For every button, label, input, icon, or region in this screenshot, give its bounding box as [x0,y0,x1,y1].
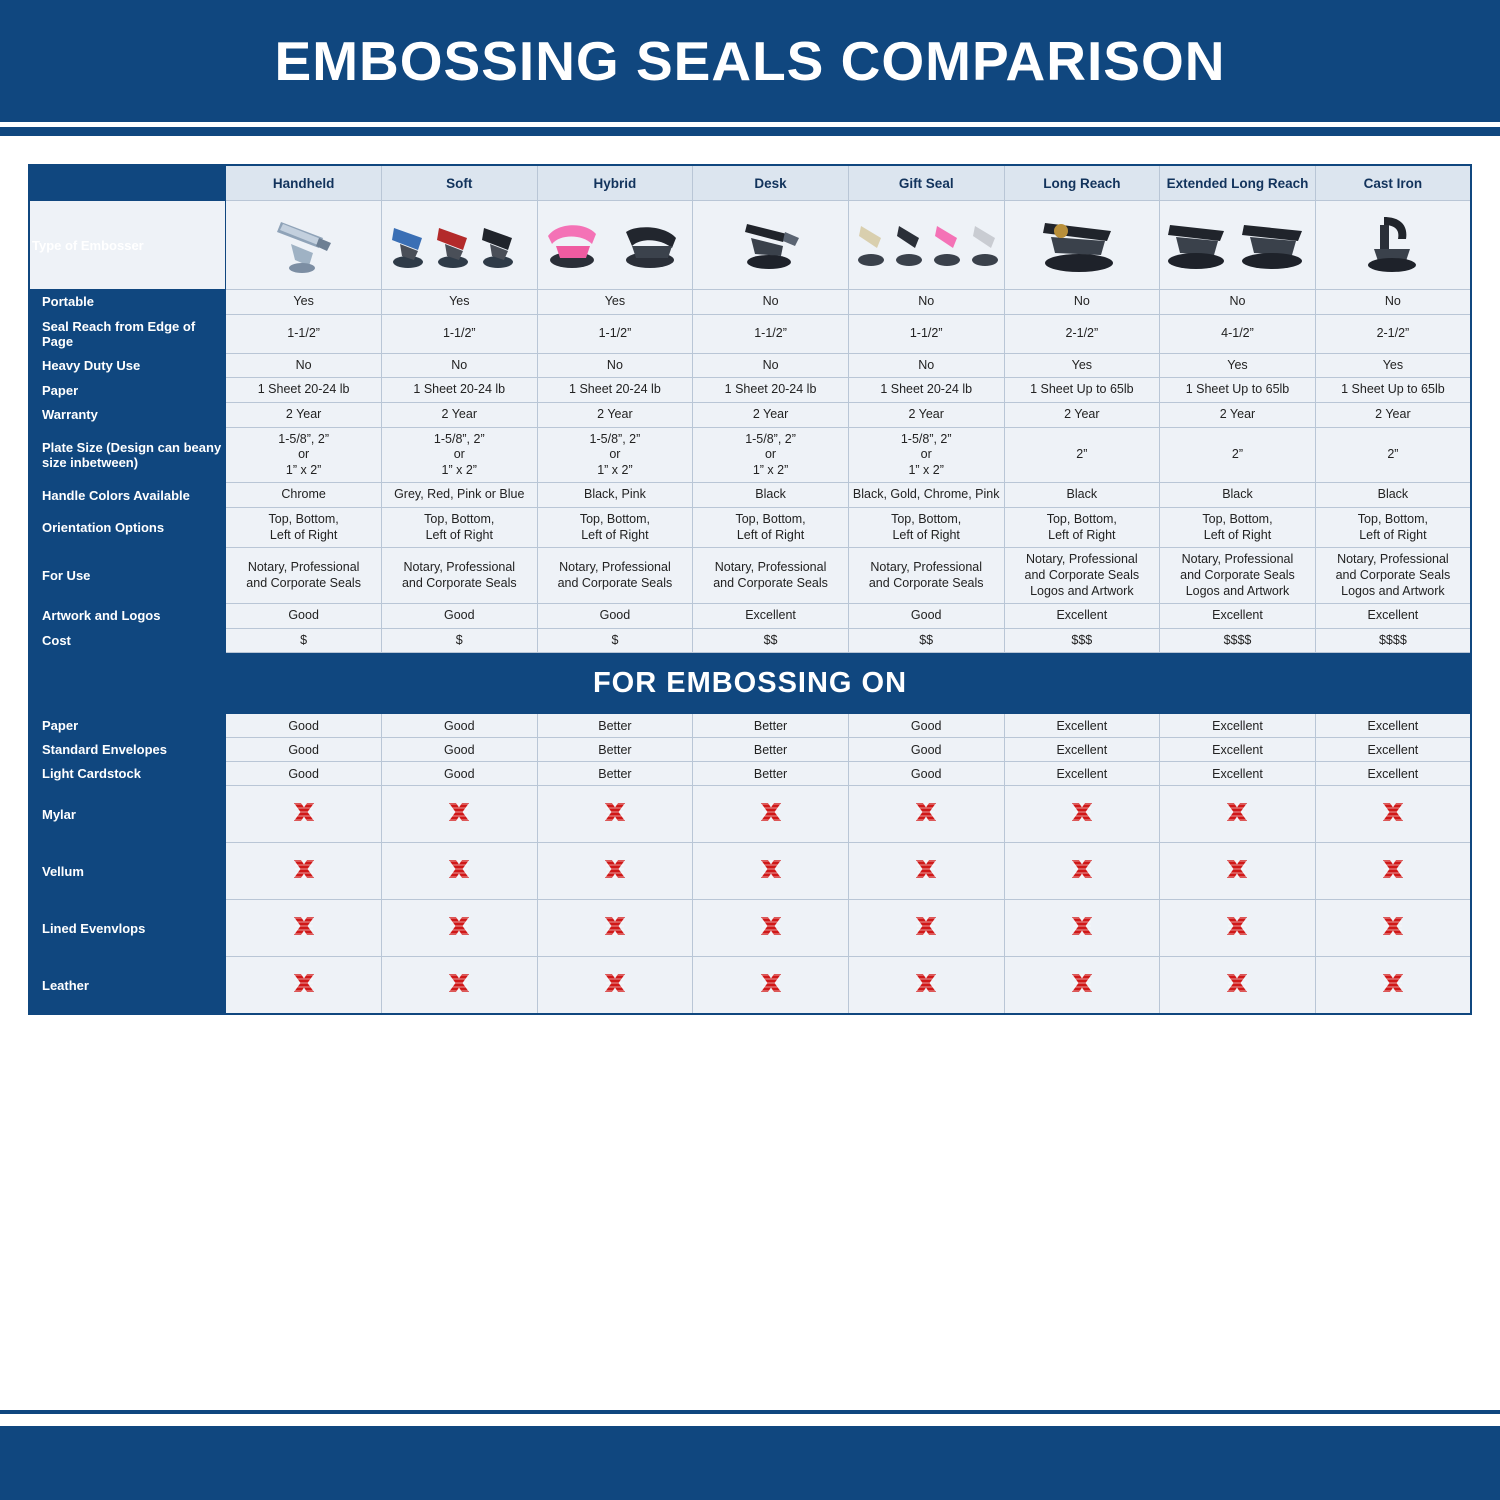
cell-mylar-cast-iron [1315,786,1471,843]
cell-portable-hybrid: Yes [537,290,693,315]
cell-paper-soft: Good [381,714,537,738]
cell-standard-envelopes-desk: Better [693,738,849,762]
cell-warranty-long-reach: 2 Year [1004,402,1160,427]
cell-artwork-and-logos-hybrid: Good [537,604,693,629]
row-label-type-of-embosser: Type of Embosser [29,201,226,290]
cell-leather-handheld [226,957,382,1015]
page-title: EMBOSSING SEALS COMPARISON [274,30,1226,92]
x-mark-icon [446,914,472,940]
cell-orientation-options-desk: Top, Bottom, Left of Right [693,508,849,548]
cell-heavy-duty-use-desk: No [693,353,849,378]
cell-heavy-duty-use-handheld: No [226,353,382,378]
table-row [29,957,1471,1015]
table-row [29,290,1471,315]
x-mark-icon [602,800,628,826]
cell-standard-envelopes-hybrid: Better [537,738,693,762]
cell-orientation-options-handheld: Top, Bottom, Left of Right [226,508,382,548]
cell-heavy-duty-use-long-reach: Yes [1004,353,1160,378]
x-mark-icon [1224,800,1250,826]
row-label-lined-evenvlops: Lined Evenvlops [29,900,226,957]
section-banner-row [29,653,1471,714]
cell-orientation-options-hybrid: Top, Bottom, Left of Right [537,508,693,548]
cell-seal-reach-from-edge-of-page-cast-iron: 2-1/2” [1315,314,1471,353]
page-footer [0,1410,1500,1500]
cell-warranty-handheld: 2 Year [226,402,382,427]
desk-embosser-image [693,201,849,290]
cell-cost-soft: $ [381,628,537,653]
row-label-light-cardstock: Light Cardstock [29,762,226,786]
cell-heavy-duty-use-cast-iron: Yes [1315,353,1471,378]
cell-vellum-soft [381,843,537,900]
row-label-cost: Cost [29,628,226,653]
column-header-cast-iron: Cast Iron [1315,165,1471,201]
cell-light-cardstock-long-reach: Excellent [1004,762,1160,786]
cell-standard-envelopes-handheld: Good [226,738,382,762]
gift-seal-embosser-image [848,201,1004,290]
cell-lined-evenvlops-gift-seal [848,900,1004,957]
cell-portable-cast-iron: No [1315,290,1471,315]
cell-lined-evenvlops-long-reach [1004,900,1160,957]
table-row [29,314,1471,353]
cell-for-use-hybrid: Notary, Professional and Corporate Seals [537,548,693,604]
x-mark-icon [602,857,628,883]
column-header-soft: Soft [381,165,537,201]
x-mark-icon [291,914,317,940]
cell-seal-reach-from-edge-of-page-desk: 1-1/2” [693,314,849,353]
extended-long-reach-embosser-image [1160,201,1316,290]
cell-vellum-gift-seal [848,843,1004,900]
cell-handle-colors-available-cast-iron: Black [1315,483,1471,508]
cell-for-use-soft: Notary, Professional and Corporate Seals [381,548,537,604]
handheld-embosser-image [226,201,382,290]
cell-leather-cast-iron [1315,957,1471,1015]
cell-lined-evenvlops-desk [693,900,849,957]
cell-light-cardstock-desk: Better [693,762,849,786]
cell-light-cardstock-hybrid: Better [537,762,693,786]
row-label-portable: Portable [29,290,226,315]
cell-light-cardstock-cast-iron: Excellent [1315,762,1471,786]
table-row [29,548,1471,604]
cell-mylar-gift-seal [848,786,1004,843]
cell-paper-hybrid: 1 Sheet 20-24 lb [537,378,693,403]
cell-standard-envelopes-soft: Good [381,738,537,762]
cell-handle-colors-available-soft: Grey, Red, Pink or Blue [381,483,537,508]
cell-paper-soft: 1 Sheet 20-24 lb [381,378,537,403]
cell-vellum-extended-long-reach [1160,843,1316,900]
cell-cost-cast-iron: $$$$ [1315,628,1471,653]
column-header-extended-long-reach: Extended Long Reach [1160,165,1316,201]
cell-warranty-extended-long-reach: 2 Year [1160,402,1316,427]
table-row [29,353,1471,378]
cell-lined-evenvlops-soft [381,900,537,957]
x-mark-icon [291,800,317,826]
cell-vellum-cast-iron [1315,843,1471,900]
cell-mylar-hybrid [537,786,693,843]
cell-leather-gift-seal [848,957,1004,1015]
cell-paper-handheld: 1 Sheet 20-24 lb [226,378,382,403]
x-mark-icon [291,857,317,883]
cell-portable-soft: Yes [381,290,537,315]
cell-for-use-handheld: Notary, Professional and Corporate Seals [226,548,382,604]
cell-leather-desk [693,957,849,1015]
cell-cost-handheld: $ [226,628,382,653]
table-corner-cell [29,165,226,201]
cell-portable-gift-seal: No [848,290,1004,315]
table-row [29,427,1471,483]
cell-standard-envelopes-extended-long-reach: Excellent [1160,738,1316,762]
cell-paper-extended-long-reach: Excellent [1160,714,1316,738]
cell-seal-reach-from-edge-of-page-soft: 1-1/2” [381,314,537,353]
table-row [29,508,1471,548]
x-mark-icon [1224,914,1250,940]
cell-mylar-soft [381,786,537,843]
row-label-paper: Paper [29,714,226,738]
cell-for-use-extended-long-reach: Notary, Professional and Corporate Seals Logos and Artwork [1160,548,1316,604]
cell-plate-size-design-can-beany-size-inbetween-cast-iron: 2” [1315,427,1471,483]
table-header-row [29,165,1471,201]
cell-mylar-handheld [226,786,382,843]
cell-plate-size-design-can-beany-size-inbetween-long-reach: 2” [1004,427,1160,483]
cell-artwork-and-logos-soft: Good [381,604,537,629]
footer-gap [0,1414,1500,1426]
x-mark-icon [446,971,472,997]
cell-portable-extended-long-reach: No [1160,290,1316,315]
cell-warranty-cast-iron: 2 Year [1315,402,1471,427]
cell-orientation-options-soft: Top, Bottom, Left of Right [381,508,537,548]
cell-artwork-and-logos-desk: Excellent [693,604,849,629]
cell-light-cardstock-handheld: Good [226,762,382,786]
row-label-handle-colors-available: Handle Colors Available [29,483,226,508]
cell-vellum-handheld [226,843,382,900]
cell-lined-evenvlops-extended-long-reach [1160,900,1316,957]
cell-vellum-long-reach [1004,843,1160,900]
cell-paper-gift-seal: 1 Sheet 20-24 lb [848,378,1004,403]
table-row [29,738,1471,762]
x-mark-icon [446,857,472,883]
cell-paper-hybrid: Better [537,714,693,738]
cell-paper-long-reach: Excellent [1004,714,1160,738]
hybrid-embosser-image [537,201,693,290]
cell-paper-long-reach: 1 Sheet Up to 65lb [1004,378,1160,403]
row-label-mylar: Mylar [29,786,226,843]
cell-seal-reach-from-edge-of-page-gift-seal: 1-1/2” [848,314,1004,353]
cell-leather-soft [381,957,537,1015]
cell-paper-cast-iron: Excellent [1315,714,1471,738]
cell-lined-evenvlops-handheld [226,900,382,957]
cell-light-cardstock-gift-seal: Good [848,762,1004,786]
row-label-vellum: Vellum [29,843,226,900]
cell-seal-reach-from-edge-of-page-long-reach: 2-1/2” [1004,314,1160,353]
cell-seal-reach-from-edge-of-page-hybrid: 1-1/2” [537,314,693,353]
cell-plate-size-design-can-beany-size-inbetween-handheld: 1-5/8”, 2” or 1” x 2” [226,427,382,483]
cell-handle-colors-available-hybrid: Black, Pink [537,483,693,508]
cell-heavy-duty-use-soft: No [381,353,537,378]
cell-warranty-gift-seal: 2 Year [848,402,1004,427]
column-header-handheld: Handheld [226,165,382,201]
table-row [29,786,1471,843]
cell-orientation-options-cast-iron: Top, Bottom, Left of Right [1315,508,1471,548]
cell-mylar-long-reach [1004,786,1160,843]
x-mark-icon [758,971,784,997]
x-mark-icon [1380,800,1406,826]
table-row [29,378,1471,403]
x-mark-icon [446,800,472,826]
cell-leather-extended-long-reach [1160,957,1316,1015]
cell-for-use-cast-iron: Notary, Professional and Corporate Seals Logos and Artwork [1315,548,1471,604]
row-label-for-use: For Use [29,548,226,604]
cell-heavy-duty-use-hybrid: No [537,353,693,378]
cell-heavy-duty-use-extended-long-reach: Yes [1160,353,1316,378]
row-label-warranty: Warranty [29,402,226,427]
cell-warranty-desk: 2 Year [693,402,849,427]
cell-mylar-desk [693,786,849,843]
cell-cost-gift-seal: $$ [848,628,1004,653]
row-label-paper: Paper [29,378,226,403]
cell-vellum-desk [693,843,849,900]
x-mark-icon [1069,800,1095,826]
cell-standard-envelopes-gift-seal: Good [848,738,1004,762]
cell-artwork-and-logos-handheld: Good [226,604,382,629]
table-row [29,762,1471,786]
row-label-seal-reach-from-edge-of-page: Seal Reach from Edge of Page [29,314,226,353]
cell-leather-long-reach [1004,957,1160,1015]
x-mark-icon [913,914,939,940]
x-mark-icon [1224,857,1250,883]
footer-bar [0,1426,1500,1500]
cell-cost-long-reach: $$$ [1004,628,1160,653]
cell-paper-desk: Better [693,714,849,738]
cell-plate-size-design-can-beany-size-inbetween-desk: 1-5/8”, 2” or 1” x 2” [693,427,849,483]
table-row [29,201,1471,290]
row-label-standard-envelopes: Standard Envelopes [29,738,226,762]
cell-for-use-gift-seal: Notary, Professional and Corporate Seals [848,548,1004,604]
x-mark-icon [602,971,628,997]
cell-cost-hybrid: $ [537,628,693,653]
cell-plate-size-design-can-beany-size-inbetween-hybrid: 1-5/8”, 2” or 1” x 2” [537,427,693,483]
cell-plate-size-design-can-beany-size-inbetween-soft: 1-5/8”, 2” or 1” x 2” [381,427,537,483]
x-mark-icon [913,800,939,826]
cell-cost-extended-long-reach: $$$$ [1160,628,1316,653]
cast-iron-embosser-image [1315,201,1471,290]
column-header-desk: Desk [693,165,849,201]
cell-warranty-hybrid: 2 Year [537,402,693,427]
long-reach-embosser-image [1004,201,1160,290]
cell-plate-size-design-can-beany-size-inbetween-extended-long-reach: 2” [1160,427,1316,483]
cell-lined-evenvlops-hybrid [537,900,693,957]
row-label-orientation-options: Orientation Options [29,508,226,548]
cell-paper-gift-seal: Good [848,714,1004,738]
cell-plate-size-design-can-beany-size-inbetween-gift-seal: 1-5/8”, 2” or 1” x 2” [848,427,1004,483]
column-header-long-reach: Long Reach [1004,165,1160,201]
cell-paper-extended-long-reach: 1 Sheet Up to 65lb [1160,378,1316,403]
table-row [29,604,1471,629]
cell-handle-colors-available-extended-long-reach: Black [1160,483,1316,508]
cell-artwork-and-logos-long-reach: Excellent [1004,604,1160,629]
comparison-table-area [0,136,1500,1015]
x-mark-icon [758,914,784,940]
cell-light-cardstock-soft: Good [381,762,537,786]
embossing-seals-comparison-table [28,164,1472,1015]
table-row [29,714,1471,738]
column-header-gift-seal: Gift Seal [848,165,1004,201]
cell-handle-colors-available-desk: Black [693,483,849,508]
cell-vellum-hybrid [537,843,693,900]
cell-seal-reach-from-edge-of-page-handheld: 1-1/2” [226,314,382,353]
cell-leather-hybrid [537,957,693,1015]
cell-handle-colors-available-long-reach: Black [1004,483,1160,508]
cell-artwork-and-logos-cast-iron: Excellent [1315,604,1471,629]
row-label-artwork-and-logos: Artwork and Logos [29,604,226,629]
row-label-heavy-duty-use: Heavy Duty Use [29,353,226,378]
x-mark-icon [1069,914,1095,940]
cell-portable-handheld: Yes [226,290,382,315]
cell-mylar-extended-long-reach [1160,786,1316,843]
cell-handle-colors-available-gift-seal: Black, Gold, Chrome, Pink [848,483,1004,508]
row-label-plate-size-design-can-beany-size-inbetween: Plate Size (Design can beany size inbetween) [29,427,226,483]
table-row [29,402,1471,427]
cell-orientation-options-gift-seal: Top, Bottom, Left of Right [848,508,1004,548]
x-mark-icon [913,857,939,883]
cell-orientation-options-long-reach: Top, Bottom, Left of Right [1004,508,1160,548]
x-mark-icon [1224,971,1250,997]
cell-cost-desk: $$ [693,628,849,653]
x-mark-icon [1380,857,1406,883]
header-accent-strip [0,127,1500,136]
cell-standard-envelopes-cast-iron: Excellent [1315,738,1471,762]
cell-lined-evenvlops-cast-iron [1315,900,1471,957]
x-mark-icon [291,971,317,997]
soft-embosser-image [381,201,537,290]
cell-warranty-soft: 2 Year [381,402,537,427]
section-banner-for-embossing-on: FOR EMBOSSING ON [29,653,1471,714]
cell-paper-cast-iron: 1 Sheet Up to 65lb [1315,378,1471,403]
cell-paper-desk: 1 Sheet 20-24 lb [693,378,849,403]
cell-artwork-and-logos-gift-seal: Good [848,604,1004,629]
cell-handle-colors-available-handheld: Chrome [226,483,382,508]
x-mark-icon [1069,857,1095,883]
row-label-leather: Leather [29,957,226,1015]
cell-orientation-options-extended-long-reach: Top, Bottom, Left of Right [1160,508,1316,548]
table-row [29,900,1471,957]
x-mark-icon [602,914,628,940]
cell-heavy-duty-use-gift-seal: No [848,353,1004,378]
cell-for-use-desk: Notary, Professional and Corporate Seals [693,548,849,604]
x-mark-icon [1380,914,1406,940]
x-mark-icon [758,857,784,883]
x-mark-icon [758,800,784,826]
table-row [29,483,1471,508]
page-header [0,0,1500,122]
cell-portable-long-reach: No [1004,290,1160,315]
x-mark-icon [1380,971,1406,997]
cell-for-use-long-reach: Notary, Professional and Corporate Seals Logos and Artwork [1004,548,1160,604]
x-mark-icon [1069,971,1095,997]
cell-standard-envelopes-long-reach: Excellent [1004,738,1160,762]
cell-paper-handheld: Good [226,714,382,738]
table-row [29,843,1471,900]
column-header-hybrid: Hybrid [537,165,693,201]
cell-light-cardstock-extended-long-reach: Excellent [1160,762,1316,786]
table-row [29,628,1471,653]
cell-artwork-and-logos-extended-long-reach: Excellent [1160,604,1316,629]
x-mark-icon [913,971,939,997]
cell-portable-desk: No [693,290,849,315]
cell-seal-reach-from-edge-of-page-extended-long-reach: 4-1/2” [1160,314,1316,353]
